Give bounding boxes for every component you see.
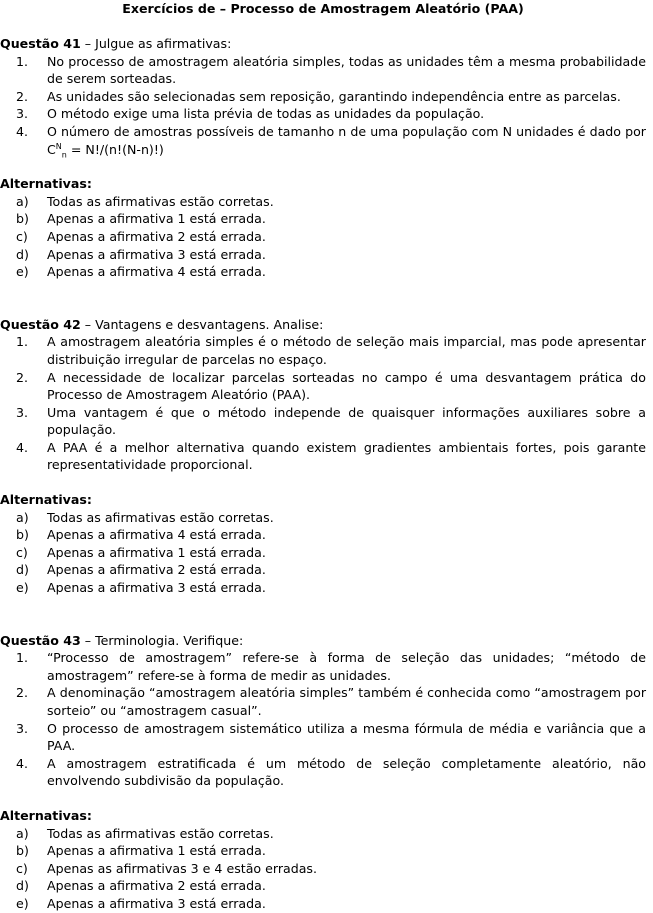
alternative-text: Apenas a afirmativa 2 está errada. bbox=[47, 228, 266, 244]
formula-superscript: N bbox=[55, 141, 62, 151]
statement bbox=[0, 755, 646, 790]
statement bbox=[0, 684, 646, 719]
alternative-text: Apenas a afirmativa 3 está errada. bbox=[47, 895, 266, 911]
statement-number: 3. bbox=[16, 106, 29, 122]
alternative bbox=[0, 246, 646, 264]
question-42-header bbox=[0, 316, 646, 334]
question-41-number: Questão 41 bbox=[0, 36, 81, 51]
alternative bbox=[0, 825, 646, 843]
question-41 bbox=[0, 35, 646, 281]
alternative-letter: a) bbox=[16, 509, 29, 525]
statement bbox=[0, 649, 646, 684]
question-41-prompt: – Julgue as afirmativas: bbox=[80, 36, 232, 51]
statement bbox=[0, 123, 646, 158]
alternative bbox=[0, 895, 646, 913]
statement-text: O método exige uma lista prévia de todas as unidades da população. bbox=[47, 106, 485, 122]
question-43 bbox=[0, 632, 646, 913]
statement-text: A denominação “amostragem aleatória simples” também é conhecida como “amostragem por sorteio” ou “amostragem casual”. bbox=[47, 685, 646, 718]
alternative-letter: e) bbox=[16, 895, 29, 911]
question-41-header bbox=[0, 35, 646, 53]
alternative bbox=[0, 193, 646, 211]
alternative-text: Todas as afirmativas estão corretas. bbox=[47, 825, 274, 841]
statement-number: 1. bbox=[16, 334, 29, 350]
alternative-letter: e) bbox=[16, 580, 29, 596]
statement-number: 3. bbox=[16, 404, 29, 420]
statement-number: 2. bbox=[16, 685, 29, 701]
question-42 bbox=[0, 316, 646, 597]
alternative bbox=[0, 544, 646, 562]
statement-text bbox=[47, 123, 646, 158]
formula-subscript: n bbox=[61, 150, 67, 160]
alternative-letter: a) bbox=[16, 193, 29, 209]
statement bbox=[0, 53, 646, 88]
alternative-letter: c) bbox=[16, 544, 28, 560]
statement bbox=[0, 333, 646, 368]
alternative-letter: e) bbox=[16, 264, 29, 280]
question-42-prompt: – Vantagens e desvantagens. Analise: bbox=[80, 316, 324, 332]
statement-number: 4. bbox=[16, 439, 29, 455]
statement-number: 1. bbox=[16, 53, 29, 69]
spacer bbox=[0, 281, 646, 316]
alternative-text: Apenas a afirmativa 1 está errada. bbox=[47, 544, 266, 560]
alternatives-header: Alternativas: bbox=[0, 492, 92, 508]
question-43-prompt: – Terminologia. Verifique: bbox=[80, 632, 244, 648]
alternative-text: Apenas a afirmativa 3 está errada. bbox=[47, 580, 266, 596]
statement-text: A amostragem estratificada é um método de seleção completamente aleatório, não envolvendo subdivisão da população. bbox=[47, 755, 646, 789]
spacer bbox=[0, 597, 646, 632]
alternative-text: Apenas a afirmativa 2 está errada. bbox=[47, 562, 266, 578]
formula-text-a: O número de amostras possíveis de tamanho n de uma população com N unidades é dado por C bbox=[47, 123, 646, 157]
statement-text: A amostragem aleatória simples é o método de seleção mais imparcial, mas pode apresentar distribuição irregular de parcelas no espaço. bbox=[47, 334, 646, 367]
alternative-text: Apenas a afirmativa 1 está errada. bbox=[47, 843, 266, 859]
alternative-text: Todas as afirmativas estão corretas. bbox=[47, 193, 274, 209]
statement-text: No processo de amostragem aleatória simples, todas as unidades têm a mesma probabilidade de serem sorteadas. bbox=[47, 53, 646, 87]
statement-number: 1. bbox=[16, 650, 29, 666]
statement bbox=[0, 439, 646, 474]
alternative bbox=[0, 842, 646, 860]
alternative-letter: b) bbox=[16, 527, 29, 543]
statement-number: 4. bbox=[16, 755, 29, 771]
statement-number: 3. bbox=[16, 720, 29, 736]
alternative bbox=[0, 860, 646, 878]
question-43-number: Questão 43 bbox=[0, 632, 81, 648]
alternative bbox=[0, 579, 646, 597]
alternative-letter: a) bbox=[16, 825, 29, 841]
alternative-text: Apenas a afirmativa 4 está errada. bbox=[47, 527, 266, 543]
statement-text: A necessidade de localizar parcelas sorteadas no campo é uma desvantagem prática do Processo de Amostragem Aleatório (PAA). bbox=[47, 369, 646, 403]
alternative-text: Apenas a afirmativa 1 está errada. bbox=[47, 211, 266, 227]
alternative-text: Apenas a afirmativa 2 está errada. bbox=[47, 878, 266, 894]
page-title: Exercícios de – Processo de Amostragem Aleatório (PAA) bbox=[122, 1, 524, 16]
alternative-text: Apenas a afirmativa 3 está errada. bbox=[47, 246, 266, 262]
alternative bbox=[0, 263, 646, 281]
alternative-letter: c) bbox=[16, 228, 28, 244]
alternative bbox=[0, 526, 646, 544]
alternatives-header: Alternativas: bbox=[0, 176, 92, 192]
alternative bbox=[0, 877, 646, 895]
statement-text: As unidades são selecionadas sem reposição, garantindo independência entre as parcelas. bbox=[47, 88, 621, 104]
statement-number: 4. bbox=[16, 123, 29, 139]
statement-number: 2. bbox=[16, 369, 29, 385]
statement-text: O processo de amostragem sistemático utiliza a mesma fórmula de média e variância que a PAA. bbox=[47, 720, 646, 754]
statement bbox=[0, 404, 646, 439]
alternative-text: Apenas as afirmativas 3 e 4 estão erradas. bbox=[47, 860, 317, 876]
alternative-letter: d) bbox=[16, 246, 29, 262]
alternative-letter: c) bbox=[16, 860, 28, 876]
statement bbox=[0, 88, 646, 106]
alternative-text: Apenas a afirmativa 4 está errada. bbox=[47, 264, 266, 280]
statement-text: “Processo de amostragem” refere-se à forma de seleção das unidades; “método de amostragem” refere-se à forma de medir as unidades. bbox=[47, 650, 646, 683]
statement bbox=[0, 105, 646, 123]
statement bbox=[0, 720, 646, 755]
alternatives-header: Alternativas: bbox=[0, 807, 92, 823]
statement-number: 2. bbox=[16, 88, 29, 104]
alternative-letter: d) bbox=[16, 878, 29, 894]
alternative bbox=[0, 561, 646, 579]
statement bbox=[0, 369, 646, 404]
alternative bbox=[0, 509, 646, 527]
alternative-letter: b) bbox=[16, 843, 29, 859]
question-42-number: Questão 42 bbox=[0, 316, 81, 332]
alternative bbox=[0, 210, 646, 228]
alternative-text: Todas as afirmativas estão corretas. bbox=[47, 509, 274, 525]
question-43-header bbox=[0, 632, 646, 650]
alternative-letter: d) bbox=[16, 562, 29, 578]
alternative bbox=[0, 228, 646, 246]
statement-text: A PAA é a melhor alternativa quando existem gradientes ambientais fortes, pois garante representatividade proporcional. bbox=[47, 439, 646, 473]
formula-text-b: = N!/(n!(N-n)!) bbox=[66, 141, 164, 157]
statement-text: Uma vantagem é que o método independe de quaisquer informações auxiliares sobre a população. bbox=[47, 404, 646, 438]
alternative-letter: b) bbox=[16, 211, 29, 227]
